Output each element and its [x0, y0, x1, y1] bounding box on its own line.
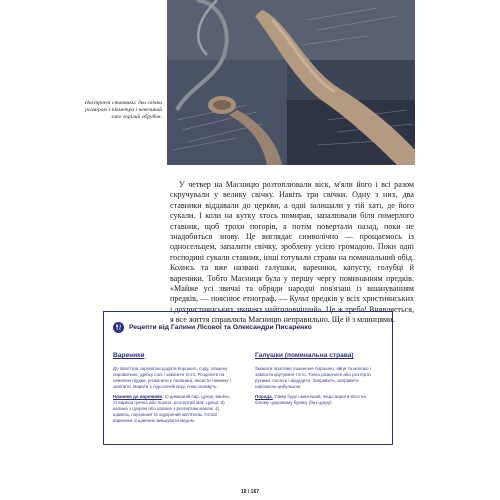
- recipe-vareniky-fillings: [113, 394, 231, 424]
- recipe-box: [103, 311, 393, 445]
- recipe-halushky-tip: [255, 394, 373, 406]
- recipe-halushky-heading: Галушки (поминальна страва): [255, 352, 354, 359]
- recipe-vareniky: [113, 352, 231, 428]
- recipe-halushky-tip-label: Порада.: [255, 394, 273, 399]
- recipe-vareniky-filling-label: Начинки до вареників: [113, 394, 163, 399]
- recipe-box-title: Рецепти від Галини Лісової та Олександри Писаренко: [129, 324, 312, 331]
- page-number: 10 / 167: [240, 489, 260, 495]
- recipe-header: [113, 322, 312, 333]
- recipe-halushky-tip-text: Узвар буде смачніший, якщо варити його на білому цукровому буряку (без цукру).: [255, 394, 366, 405]
- recipe-vareniky-heading: Вареники: [113, 352, 145, 359]
- candle-photo-illustration: [167, 0, 415, 165]
- recipe-vareniky-intro: До півліттра сироватки додати борошно, соду, згашену сироваткою, дрібку солі і замісити тісто. Розділити на невеликі грудки, розкачати у паляниці, вкласти начинку і заліпити. Варити у підсоленій воді, поки спливуть.: [113, 366, 231, 389]
- photo-caption: Настроєні ставники: два свічки розміром з півметра і невеликий вже горілий обрубок.: [84, 100, 162, 121]
- recipe-vareniky-filling-text: : 1) домашній сир, цукор, ваніль; 2) варена гречка або пшоно, розтертий мак, цукор; 3) калина з цукром або калина з розтертим маком; 4) щавель, порізаний та оцукрений кип'ятком. Готові вареники зі щавлем змащувати медом.: [113, 394, 231, 423]
- article-body: У четвер на Масницю розтоплювали віск, м'яли його і всі разом скручували у велику свічку. Навіть три свічки. Одну з них, два ставники віддавали до церкви, а одні залишали у тій хаті, де його сукали. І коли на кутку хтось помирав, запалювали біля померлого ставник, щоб трохи погорів, а потім повертали назад, поки не знадобиться знову. Це виглядає символічно — прощаємось із односельцем, запалити свічку, зроблену усією громадою. Поки одні господині сукали ставник, інші готували страви на поминальний обід. Колись та вже названі галушки, вареники, капусту, голубці й вареники. Тобто Масниця була у першу чергу поминанням предків. «Майже усі звичаї та обряди народні пов'язані із вшануванням предків, — пояснює етнограф. — Культ предків у всіх християнських і дохристиянських звичаях найголовніший». Це ж треба! Виявляється, я все життя справляла Масницю неправильно. Ще й з млинцями.: [170, 180, 414, 325]
- article-photo: [167, 0, 415, 165]
- fork-knife-icon: [113, 322, 124, 333]
- recipe-halushky: [255, 352, 373, 410]
- recipe-halushky-intro: Змішати просіяне пшеничне борошно, яйця та молоко і замісити крутувате тісто. Тонко розкачати або розтерти руками, посікти і відцідити. Заправити, заправити нарізаною цибулькою.: [255, 366, 371, 389]
